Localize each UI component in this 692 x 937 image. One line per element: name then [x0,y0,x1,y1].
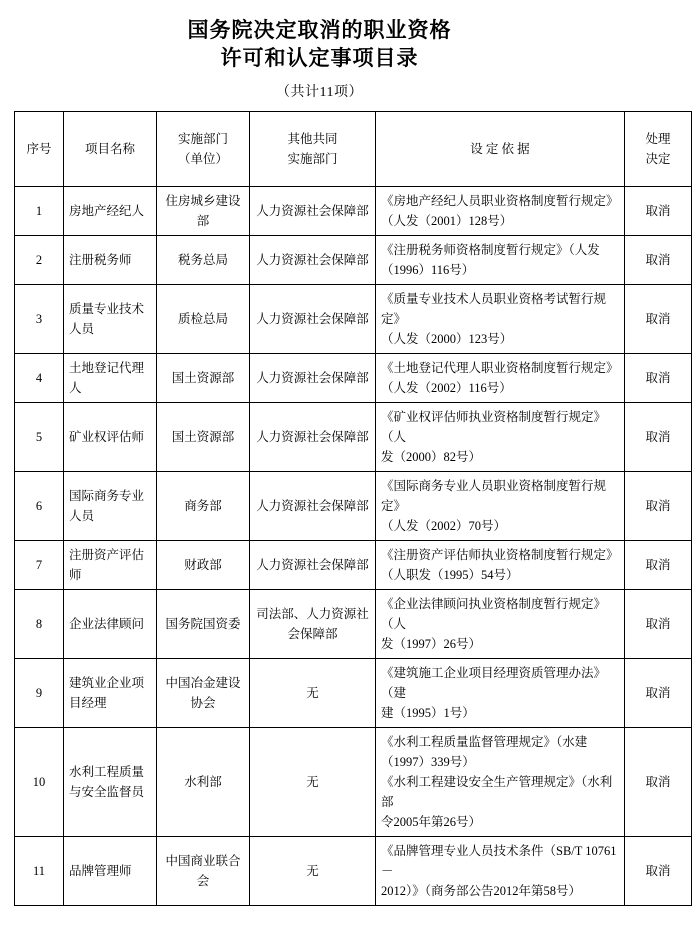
basis-line: 发（1997）26号） [381,637,482,651]
basis-line: 《矿业权评估师执业资格制度暂行规定》（人 [381,410,607,444]
cell-basis [376,590,625,659]
cell-basis [376,837,625,906]
cell-project-name: 企业法律顾问 [64,590,157,659]
cell-result: 取消 [625,403,692,472]
column-header-department-line-2: （单位） [177,152,228,166]
column-header-result-line-2: 决定 [645,152,671,166]
basis-line: 《注册税务师资格制度暂行规定》（人发 [381,243,600,257]
cell-basis [376,403,625,472]
cell-project-name: 品牌管理师 [64,837,157,906]
basis-line: 《企业法律顾问执业资格制度暂行规定》（人 [381,597,607,631]
cell-department: 商务部 [157,472,250,541]
basis-line: 《水利工程质量监督管理规定》（水建 [381,735,588,749]
cell-seq: 11 [15,837,64,906]
basis-line: 《质量专业技术人员职业资格考试暂行规定》 [381,292,607,326]
page-subtitle: （共计11项） [276,85,363,100]
cell-basis [376,187,625,236]
table-row [15,659,692,728]
cell-project-name: 质量专业技术人员 [64,285,157,354]
basis-line: （1996）116号） [381,263,475,277]
cell-codepartment: 人力资源社会保障部 [250,403,376,472]
table-row [15,837,692,906]
cell-seq: 3 [15,285,64,354]
catalog-table [14,111,692,906]
cell-basis [376,285,625,354]
table-row [15,541,692,590]
basis-line: 《水利工程建设安全生产管理规定》（水利部 [381,775,613,809]
basis-line: （人职发（1995）54号） [381,568,519,582]
cell-department: 中国商业联合会 [157,837,250,906]
cell-project-name: 注册税务师 [64,236,157,285]
page-title-line-2: 许可和认定事项目录 [220,46,419,70]
basis-line: （人发（2000）123号） [381,332,513,346]
cell-project-name: 土地登记代理人 [64,354,157,403]
column-header-codepartment-line-1: 其他共同 [287,132,338,146]
basis-line: 令2005年第26号） [381,815,482,829]
cell-codepartment: 人力资源社会保障部 [250,285,376,354]
cell-basis [376,472,625,541]
cell-codepartment: 人力资源社会保障部 [250,187,376,236]
cell-department: 中国冶金建设协会 [157,659,250,728]
table-header-row [15,112,692,187]
cell-seq: 9 [15,659,64,728]
cell-department: 住房城乡建设部 [157,187,250,236]
column-header-seq: 序号 [15,112,64,187]
basis-line: 《品牌管理专业人员技术条件（SB/T 10761－ [381,844,617,878]
cell-codepartment: 无 [250,659,376,728]
cell-project-name: 国际商务专业人员 [64,472,157,541]
cell-project-name: 注册资产评估师 [64,541,157,590]
basis-line: 《注册资产评估师执业资格制度暂行规定》 [381,548,619,562]
column-header-result [625,112,692,187]
cell-project-name: 水利工程质量与安全监督员 [64,728,157,837]
cell-seq: 10 [15,728,64,837]
cell-project-name: 矿业权评估师 [64,403,157,472]
column-header-codepartment-line-2: 实施部门 [287,152,338,166]
page-title [14,16,625,72]
basis-line: （人发（2002）116号） [381,381,512,395]
basis-line: 2012）》（商务部公告2012年第58号） [381,884,582,898]
cell-result: 取消 [625,728,692,837]
cell-basis [376,354,625,403]
cell-seq: 8 [15,590,64,659]
cell-seq: 7 [15,541,64,590]
column-header-result-line-1: 处理 [645,132,671,146]
table-header [15,112,692,187]
cell-result: 取消 [625,285,692,354]
cell-department: 国务院国资委 [157,590,250,659]
cell-project-name: 房地产经纪人 [64,187,157,236]
column-header-codepartment [250,112,376,187]
table-row [15,728,692,837]
basis-line: 建（1995）1号） [381,706,475,720]
table-row [15,590,692,659]
basis-line: 《国际商务专业人员职业资格制度暂行规定》 [381,479,607,513]
basis-line: 《土地登记代理人职业资格制度暂行规定》 [381,361,619,375]
cell-seq: 2 [15,236,64,285]
basis-line: 发（2000）82号） [381,450,482,464]
column-header-department-line-1: 实施部门 [177,132,228,146]
table-row [15,354,692,403]
cell-department: 水利部 [157,728,250,837]
cell-result: 取消 [625,236,692,285]
table-row [15,472,692,541]
cell-result: 取消 [625,541,692,590]
cell-result: 取消 [625,354,692,403]
basis-line: 《房地产经纪人员职业资格制度暂行规定》 [381,194,619,208]
cell-result: 取消 [625,187,692,236]
cell-basis [376,236,625,285]
cell-codepartment: 人力资源社会保障部 [250,472,376,541]
basis-line: （人发（2002）70号） [381,519,507,533]
cell-codepartment: 司法部、人力资源社会保障部 [250,590,376,659]
basis-line: 《建筑施工企业项目经理资质管理办法》（建 [381,666,607,700]
table-row [15,236,692,285]
cell-codepartment: 人力资源社会保障部 [250,236,376,285]
cell-department: 国土资源部 [157,354,250,403]
cell-basis [376,541,625,590]
cell-department: 税务总局 [157,236,250,285]
column-header-department [157,112,250,187]
cell-seq: 1 [15,187,64,236]
cell-result: 取消 [625,590,692,659]
cell-department: 质检总局 [157,285,250,354]
cell-codepartment: 人力资源社会保障部 [250,541,376,590]
table-row [15,403,692,472]
page-title-line-1: 国务院决定取消的职业资格 [187,18,452,42]
column-header-basis: 设 定 依 据 [376,112,625,187]
basis-line: （1997）339号） [381,755,475,769]
cell-result: 取消 [625,837,692,906]
cell-basis [376,659,625,728]
cell-result: 取消 [625,659,692,728]
cell-basis [376,728,625,837]
table-row [15,187,692,236]
cell-seq: 4 [15,354,64,403]
cell-seq: 6 [15,472,64,541]
cell-codepartment: 无 [250,837,376,906]
column-header-name: 项目名称 [64,112,157,187]
table-body [15,187,692,906]
cell-seq: 5 [15,403,64,472]
cell-department: 国土资源部 [157,403,250,472]
cell-result: 取消 [625,472,692,541]
cell-codepartment: 人力资源社会保障部 [250,354,376,403]
cell-department: 财政部 [157,541,250,590]
cell-project-name: 建筑业企业项目经理 [64,659,157,728]
cell-codepartment: 无 [250,728,376,837]
basis-line: （人发（2001）128号） [381,214,513,228]
table-row [15,285,692,354]
